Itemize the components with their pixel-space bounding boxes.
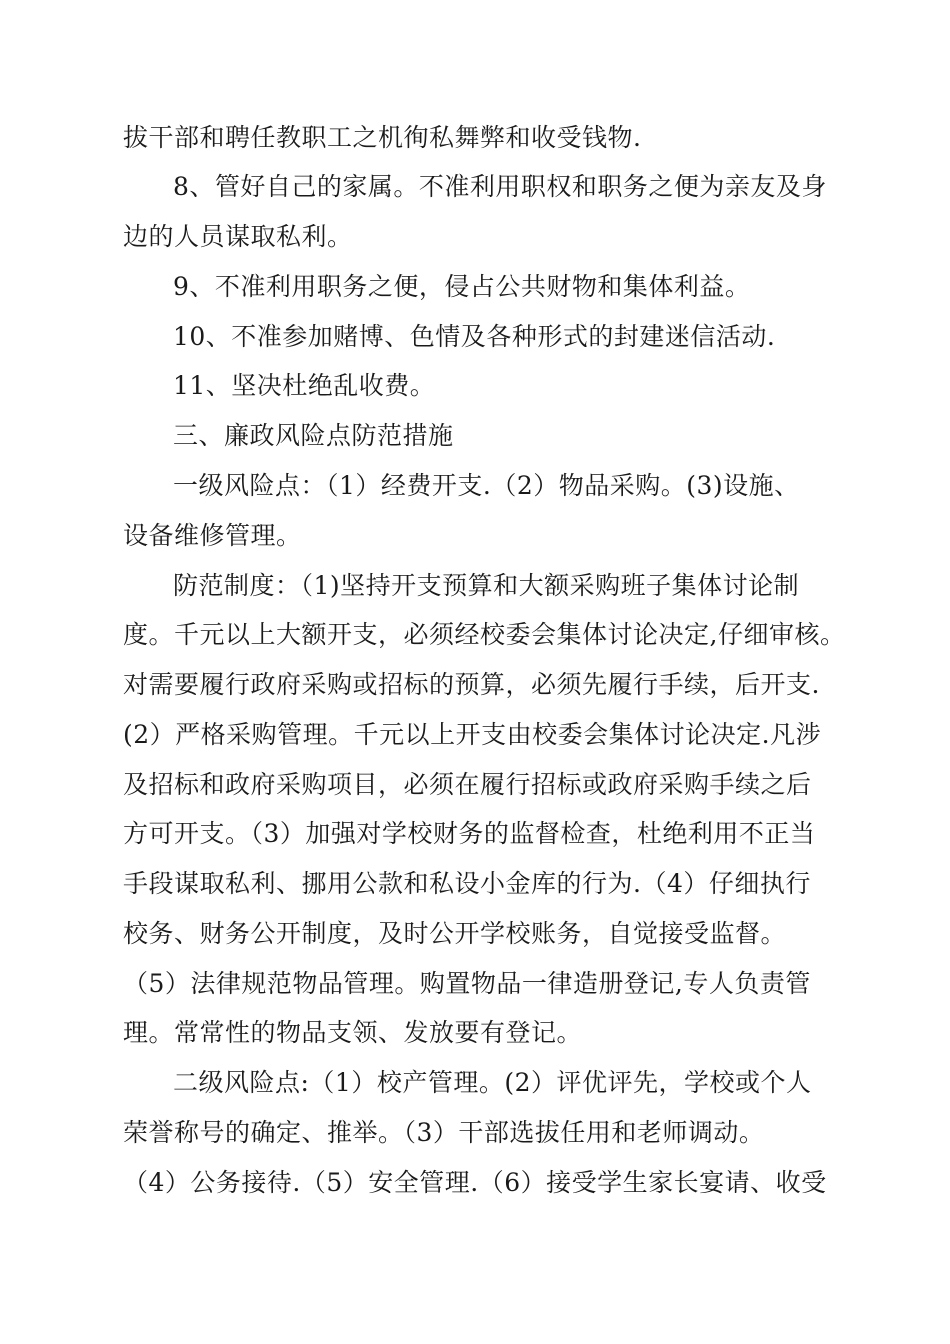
- text-line: 二级风险点:（1）校产管理。(2）评优评先，学校或个人: [173, 1068, 812, 1097]
- text-line: (2）严格采购管理。千元以上开支由校委会集体讨论决定.凡涉: [123, 720, 822, 749]
- text-line: 方可开支。（3）加强对学校财务的监督检查，杜绝利用不正当: [123, 819, 816, 848]
- text-line: 手段谋取私利、挪用公款和私设小金库的行为.（4）仔细执行: [123, 869, 811, 898]
- text-line: 边的人员谋取私利。: [123, 222, 353, 251]
- section-heading: 三、廉政风险点防范措施: [173, 421, 454, 450]
- text-line: （4）公务接待.（5）安全管理.（6）接受学生家长宴请、收受: [123, 1168, 827, 1197]
- text-line: 对需要履行政府采购或招标的预算，必须先履行手续，后开支.: [123, 670, 820, 699]
- text-line: 拔干部和聘任教职工之机徇私舞弊和收受钱物.: [123, 123, 642, 152]
- text-line: 8、管好自己的家属。不准利用职权和职务之便为亲友及身: [173, 172, 827, 201]
- text-line: 及招标和政府采购项目，必须在履行招标或政府采购手续之后: [123, 770, 812, 799]
- text-line: 一级风险点：（1）经费开支.（2）物品采购。(3)设施、: [173, 471, 800, 500]
- text-line: 11、坚决杜绝乱收费。: [173, 371, 436, 400]
- text-line: （5）法律规范物品管理。购置物品一律造册登记,专人负责管: [123, 969, 811, 998]
- text-line: 设备维修管理。: [123, 521, 302, 550]
- text-line: 理。常常性的物品支领、发放要有登记。: [123, 1018, 583, 1047]
- text-line: 9、不准利用职务之便，侵占公共财物和集体利益。: [173, 272, 751, 301]
- text-line: 10、不准参加赌博、色情及各种形式的封建迷信活动.: [173, 322, 776, 351]
- text-line: 防范制度：（1)坚持开支预算和大额采购班子集体讨论制: [173, 571, 800, 600]
- text-line: 度。千元以上大额开支，必须经校委会集体讨论决定,仔细审核。: [123, 620, 846, 649]
- text-line: 校务、财务公开制度，及时公开学校账务，自觉接受监督。: [123, 919, 787, 948]
- text-line: 荣誉称号的确定、推举。（3）干部选拔任用和老师调动。: [123, 1118, 765, 1147]
